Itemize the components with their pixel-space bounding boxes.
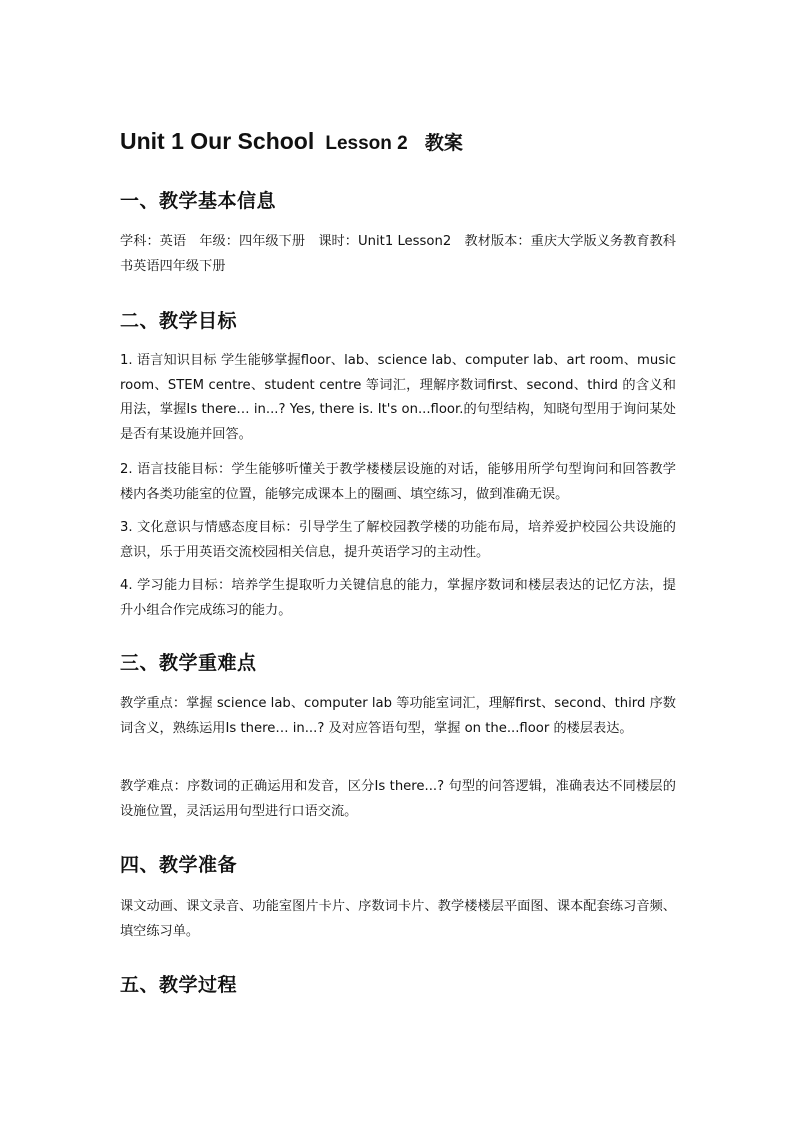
key-points-paragraph: 教学重点：掌握 science lab、computer lab 等功能室词汇，理解first、second、third 序数词含义，熟练运用Is there… in...? 及对应答语句型，掌握 on the...floor 的楼层表达。 (120, 696, 676, 736)
section-heading-basic-info: 一、教学基本信息 (120, 190, 277, 212)
objective-language-knowledge: 1. 语言知识目标 学生能够掌握floor、lab、science lab、computer lab、art room、music room、STEM centre、student centre 等词汇，理解序数词first、second、third 的含义和用法，掌握Is there… in...? Yes, there is. It's on...floor.的句型结构，知晓句型用于询问某处是否有某设施并回答。 (120, 353, 676, 442)
section-heading-preparation: 四、教学准备 (120, 854, 238, 876)
section-heading-key-points: 三、教学重难点 (120, 652, 257, 674)
section-heading-process: 五、教学过程 (120, 974, 238, 996)
title-suffix: 教案 (424, 132, 463, 154)
preparation-paragraph: 课文动画、课文录音、功能室图片卡片、序数词卡片、教学楼楼层平面图、课本配套练习音频、填空练习单。 (120, 899, 676, 939)
basic-info-paragraph: 学科：英语 年级：四年级下册 课时：Unit1 Lesson2 教材版本：重庆大学版义务教育教科书英语四年级下册 (120, 234, 676, 274)
document-title (120, 120, 676, 162)
difficult-points-paragraph: 教学难点：序数词的正确运用和发音，区分Is there...? 句型的问答逻辑，准确表达不同楼层的设施位置，灵活运用句型进行口语交流。 (120, 779, 676, 819)
title-lesson: Lesson 2 (325, 133, 408, 154)
objective-learning-ability: 4. 学习能力目标：培养学生提取听力关键信息的能力，掌握序数词和楼层表达的记忆方法，提升小组合作完成练习的能力。 (120, 578, 676, 618)
objective-culture-attitude: 3. 文化意识与情感态度目标：引导学生了解校园教学楼的功能布局，培养爱护校园公共设施的意识，乐于用英语交流校园相关信息，提升英语学习的主动性。 (120, 520, 676, 560)
section-heading-objectives: 二、教学目标 (120, 310, 238, 332)
title-unit: Unit 1 Our School (120, 128, 315, 154)
objective-language-skills: 2. 语言技能目标：学生能够听懂关于教学楼楼层设施的对话，能够用所学句型询问和回答教学楼内各类功能室的位置，能够完成课本上的圈画、填空练习，做到准确无误。 (120, 462, 676, 502)
